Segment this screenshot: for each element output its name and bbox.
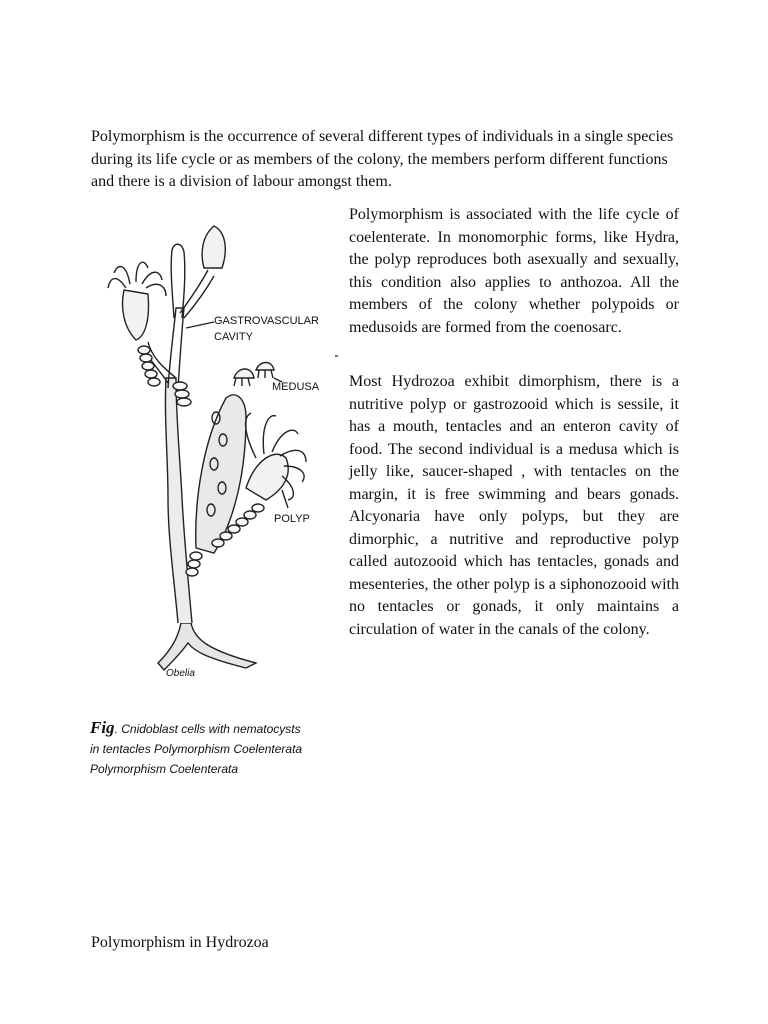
- section-heading: Polymorphism in Hydrozoa: [91, 934, 269, 951]
- intro-paragraph: Polymorphism is the occurrence of several different types of individuals in a single species during its life cycle or as members of the colony, the members perform different functions and there is a division of labour amongst them.: [91, 128, 674, 190]
- obelia-illustration: [96, 218, 336, 688]
- caption-line-1: . Cnidoblast cells with nematocysts: [114, 722, 301, 736]
- label-medusa: MEDUSA: [272, 381, 320, 393]
- body-paragraph-2: Most Hydrozoa exhibit dimorphism, there is a nutritive polyp or gastrozooid which is sessile, it has a mouth, tentacles and an enteron cavity of food. The second individual is a medusa which is jelly like, saucer-shaped , with tentacles on the margin, it is free swimming and bears gonads. Alcyonaria have only polyps, but they are dimorphic, a nutritive and reproductive polyp called autozooid which has tentacles, gonads and mesenteries, the other polyp is a siphonozooid with no tentacles or gonads, it only maintains a circulation of water in the canals of the colony.: [349, 373, 679, 638]
- caption-line-3: Polymorphism Coelenterata: [90, 762, 239, 776]
- caption-line-2: in tentacles Polymorphism Coelenterata: [90, 742, 303, 756]
- body-paragraph-1: Polymorphism is associated with the life cycle of coelenterate. In monomorphic forms, like Hydra, the polyp reproduces both asexually and sexually, this condition also applies to anthozoa. All the members of the colony whether polypoids or medusoids are formed from the coenosarc.: [349, 206, 679, 336]
- obelia-diagram: [96, 218, 336, 688]
- label-polyp: POLYP: [274, 513, 310, 525]
- label-gastrovascular: GASTROVASCULAR: [214, 315, 319, 327]
- label-cavity: CAVITY: [214, 331, 253, 343]
- label-obelia: Obelia: [166, 668, 195, 679]
- figure-caption: [90, 718, 340, 779]
- caption-fig-label: Fig: [90, 718, 115, 737]
